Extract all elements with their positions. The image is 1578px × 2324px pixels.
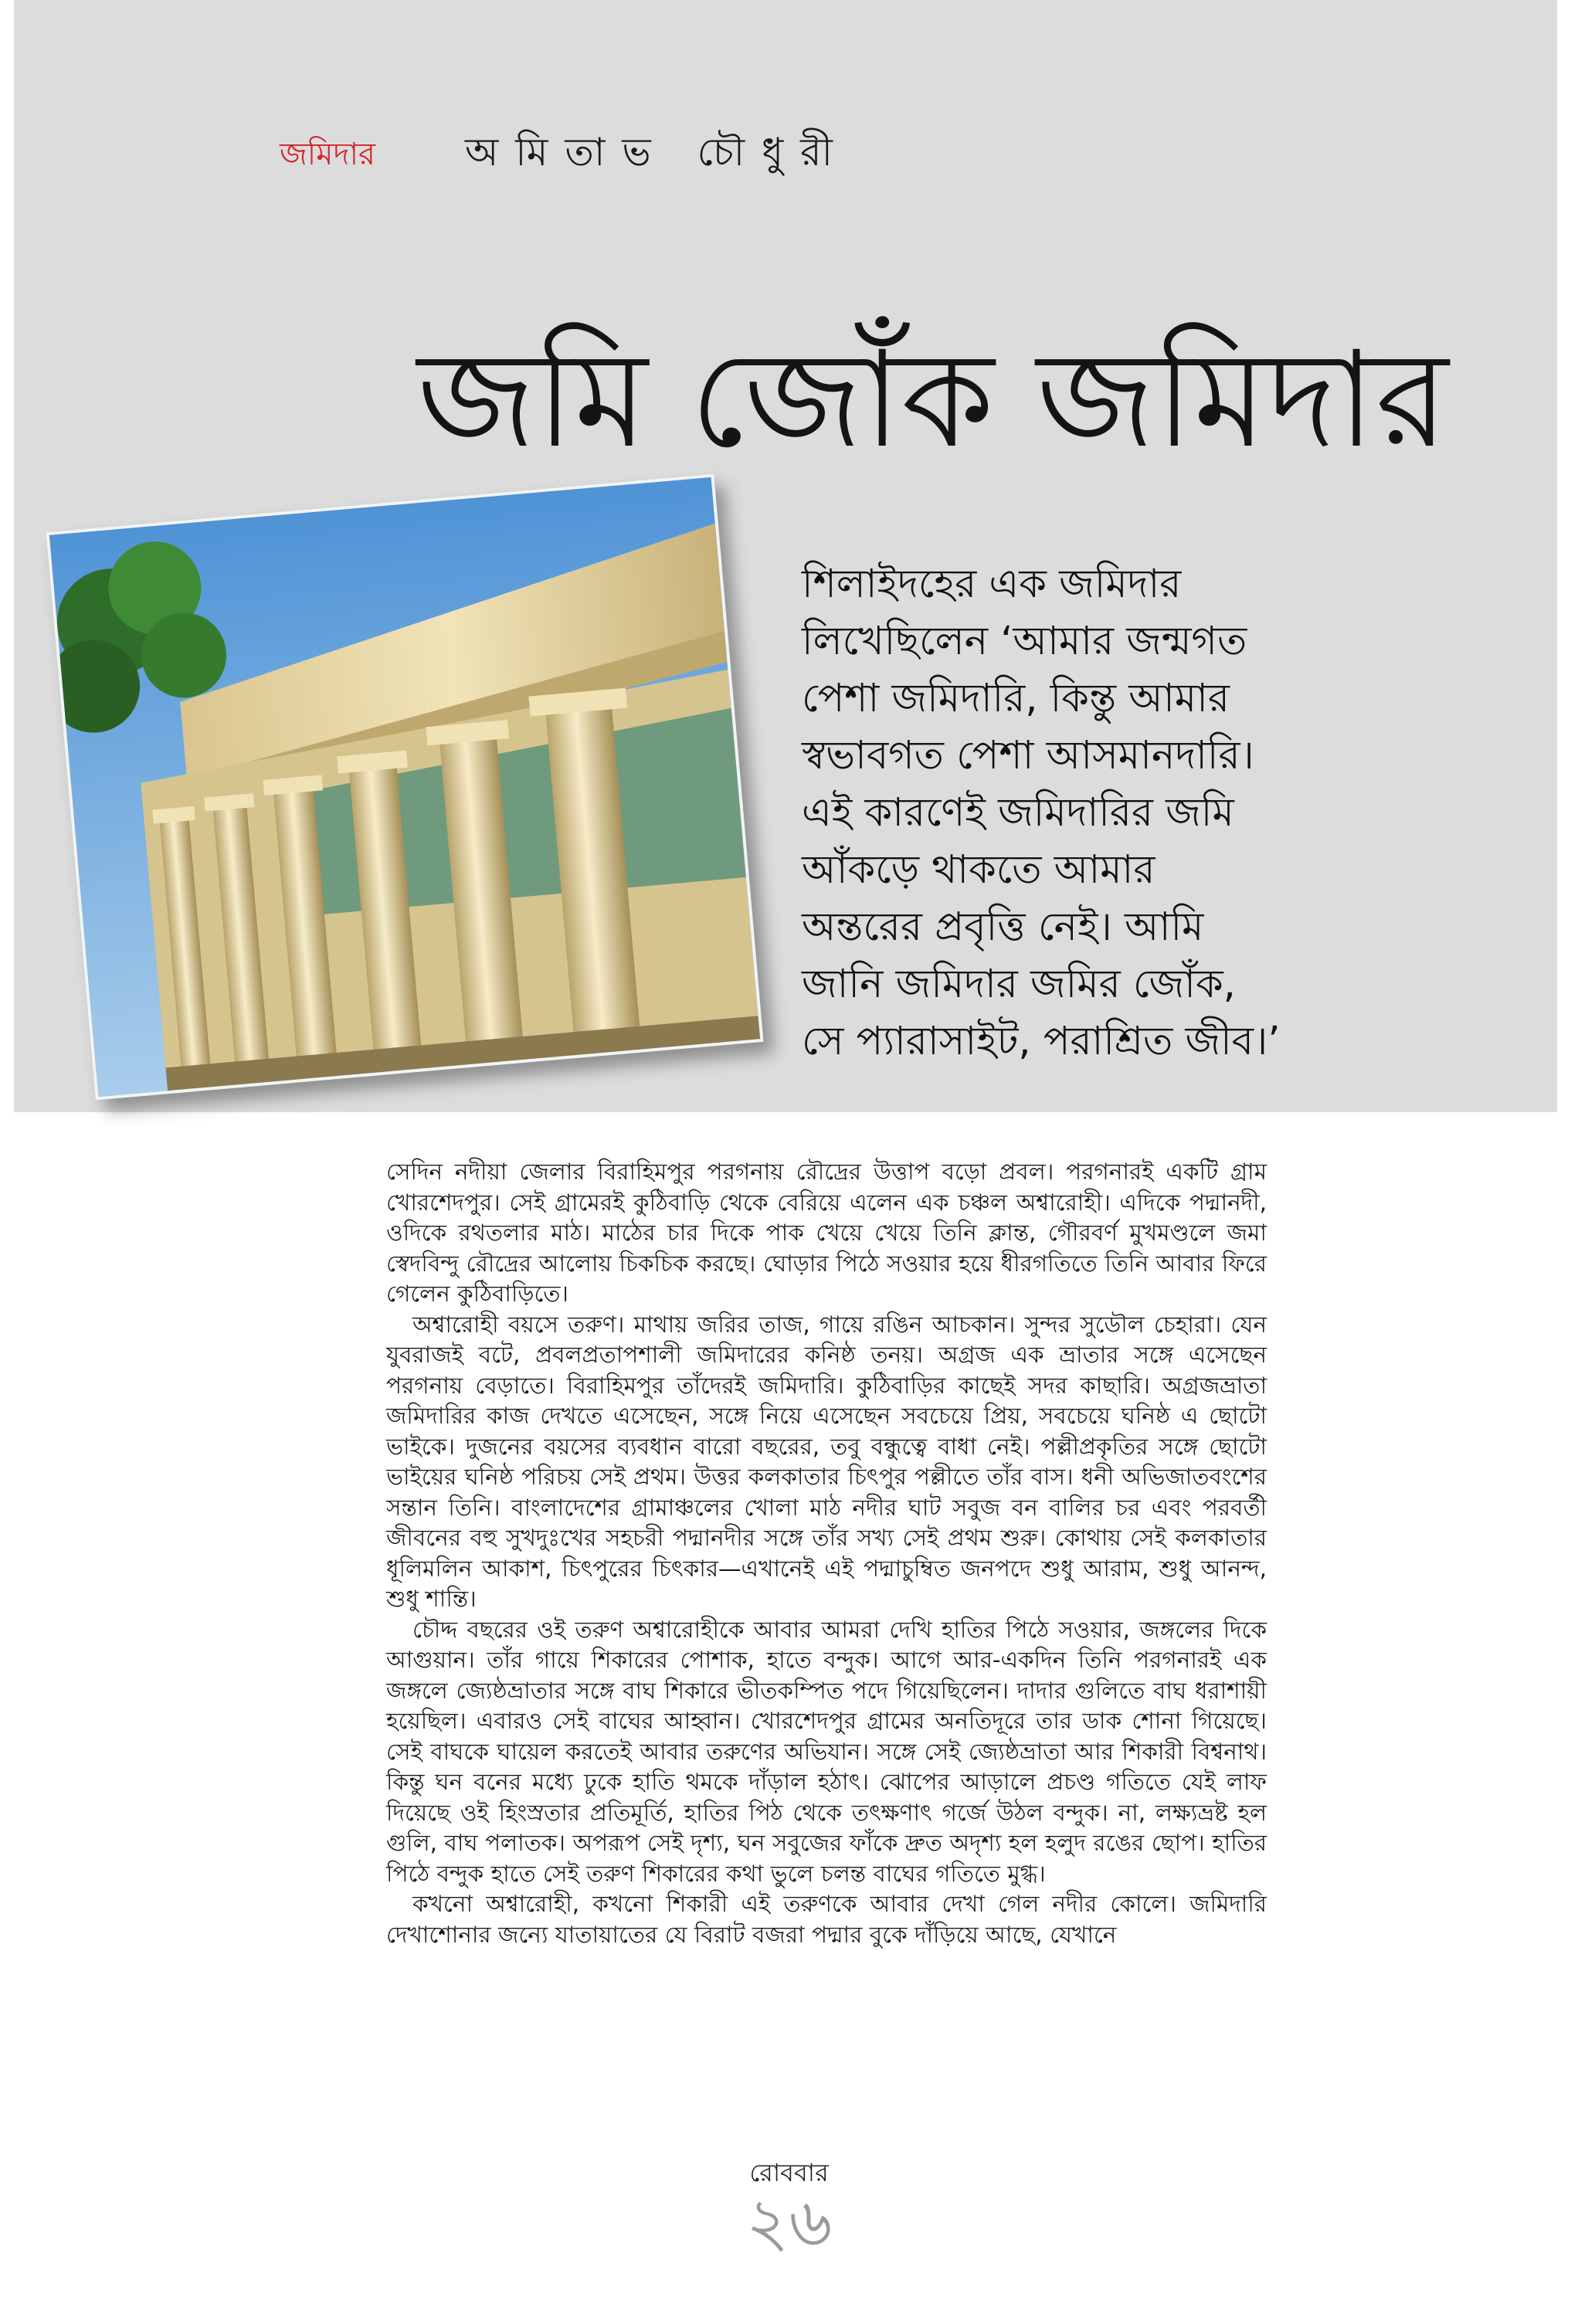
pull-quote-line: শিলাইদহের এক জমিদার (802, 561, 1182, 607)
pull-quote-line: পেশা জমিদারি, কিন্তু আমার (802, 676, 1230, 721)
body-paragraph: চৌদ্দ বছরের ওই তরুণ অশ্বারোহীকে আবার আমরা দেখি হাতির পিঠে সওয়ার, জঙ্গলের দিকে আগুয়ান। তাঁর গায়ে শিকারের পোশাক, হাতে বন্দুক। আগে আর-একদিন তিনি পরগনারই এক জঙ্গলে জ্যেষ্ঠভ্রাতার সঙ্গে বাঘ শিকারে ভীতকম্পিত পদে গিয়েছিলেন। দাদার গুলিতে বাঘ ধরাশায়ী হয়েছিল। এবারও সেই বাঘের আহ্বান। খোরশেদপুর গ্রামের অনতিদূরে তার ডাক শোনা গিয়েছে। সেই বাঘকে ঘায়েল করতেই আবার তরুণের অভিযান। সঙ্গে সেই জ্যেষ্ঠভ্রাতা আর শিকারী বিশ্বনাথ। কিন্তু ঘন বনের মধ্যে ঢুকে হাতি থমকে দাঁড়াল হঠাৎ। ঝোপের আড়ালে প্রচণ্ড গতিতে যেই লাফ দিয়েছে ওই হিংস্রতার প্রতিমূর্তি, হাতির পিঠ থেকে তৎক্ষণাৎ গর্জে উঠল বন্দুক। না, লক্ষ্যভ্রষ্ট হল গুলি, বাঘ পলাতক। অপরূপ সেই দৃশ্য, ঘন সবুজের ফাঁকে দ্রুত অদৃশ্য হল হলুদ রঙের ছোপ। হাতির পিঠে বন্দুক হাতে সেই তরুণ শিকারের কথা ভুলে চলন্ত বাঘের গতিতে মুগ্ধ। (386, 1616, 1267, 1887)
author-byline: অমিতাভ চৌধুরী (465, 130, 850, 175)
magazine-name: রোববার (749, 2158, 829, 2187)
pull-quote (802, 556, 1528, 1070)
section-tag: জমিদার (280, 137, 376, 172)
mansion-illustration (49, 477, 760, 1097)
body-paragraph: অশ্বারোহী বয়সে তরুণ। মাথায় জরির তাজ, গায়ে রঙিন আচকান। সুন্দর সুডৌল চেহারা। যেন যুবরাজই বটে, প্রবলপ্রতাপশালী জমিদারের কনিষ্ঠ তনয়। অগ্রজ এক ভ্রাতার সঙ্গে এসেছেন পরগনায় বেড়াতে। বিরাহিমপুর তাঁদেরই জমিদারি। কুঠিবাড়ির কাছেই সদর কাছারি। অগ্রজভ্রাতা জমিদারির কাজ দেখতে এসেছেন, সঙ্গে নিয়ে এসেছেন সবচেয়ে প্রিয়, সবচেয়ে ঘনিষ্ঠ এ ছোটো ভাইকে। দুজনের বয়সের ব্যবধান বারো বছরের, তবু বন্ধুত্বে বাধা নেই। পল্লীপ্রকৃতির সঙ্গে ছোটো ভাইয়ের ঘনিষ্ঠ পরিচয় সেই প্রথম। উত্তর কলকাতার চিৎপুর পল্লীতে তাঁর বাস। ধনী অভিজাতবংশের সন্তান তিনি। বাংলাদেশের গ্রামাঞ্চলের খোলা মাঠ নদীর ঘাট সবুজ বন বালির চর এবং পরবর্তী জীবনের বহু সুখদুঃখের সহচরী পদ্মানদীর সঙ্গে তাঁর সখ্য সেই প্রথম শুরু। কোথায় সেই কলকাতার ধূলিমলিন আকাশ, চিৎপুরের চিৎকার—এখানেই এই পদ্মাচুম্বিত জনপদে শুধু আরাম, শুধু আনন্দ, শুধু শান্তি। (386, 1311, 1267, 1612)
mansion-photo (46, 474, 763, 1101)
pull-quote-line: লিখেছিলেন ‘আমার জন্মগত (802, 619, 1247, 664)
body-paragraph: সেদিন নদীয়া জেলার বিরাহিমপুর পরগনায় রৌদ্রের উত্তাপ বড়ো প্রবল। পরগনারই একটি গ্রাম খোরশেদপুর। সেই গ্রামেরই কুঠিবাড়ি থেকে বেরিয়ে এলেন এক চঞ্চল অশ্বারোহী। এদিকে পদ্মানদী, ওদিকে রথতলার মাঠ। মাঠের চার দিকে পাক খেয়ে খেয়ে তিনি ক্লান্ত, গৌরবর্ণ মুখমণ্ডলে জমা স্বেদবিন্দু রৌদ্রের আলোয় চিকচিক করছে। ঘোড়ার পিঠে সওয়ার হয়ে ধীরগতিতে তিনি আবার ফিরে গেলেন কুঠিবাড়িতে। (386, 1159, 1267, 1307)
pull-quote-line: আঁকড়ে থাকতে আমার (802, 847, 1156, 893)
headline: জমি জোঁক জমিদার (417, 322, 1449, 478)
pull-quote-line: স্বভাবগত পেশা আসমানদারি। (802, 733, 1254, 779)
pull-quote-line: অন্তরের প্রবৃত্তি নেই। আমি (802, 904, 1204, 950)
body-paragraph: কখনো অশ্বারোহী, কখনো শিকারী এই তরুণকে আবার দেখা গেল নদীর কোলে। জমিদারি দেখাশোনার জন্যে যাতায়াতের যে বিরাট বজরা পদ্মার বুকে দাঁড়িয়ে আছে, যেখানে (386, 1891, 1267, 1948)
pull-quote-line: জানি জমিদার জমির জোঁক, (802, 962, 1236, 1007)
page-number: ২৬ (745, 2184, 833, 2261)
article-body (386, 1157, 1267, 1950)
pull-quote-line: সে প্যারাসাইট, পরাশ্রিত জীব।’ (802, 1019, 1281, 1064)
pull-quote-line: এই কারণেই জমিদারির জমি (802, 790, 1234, 836)
